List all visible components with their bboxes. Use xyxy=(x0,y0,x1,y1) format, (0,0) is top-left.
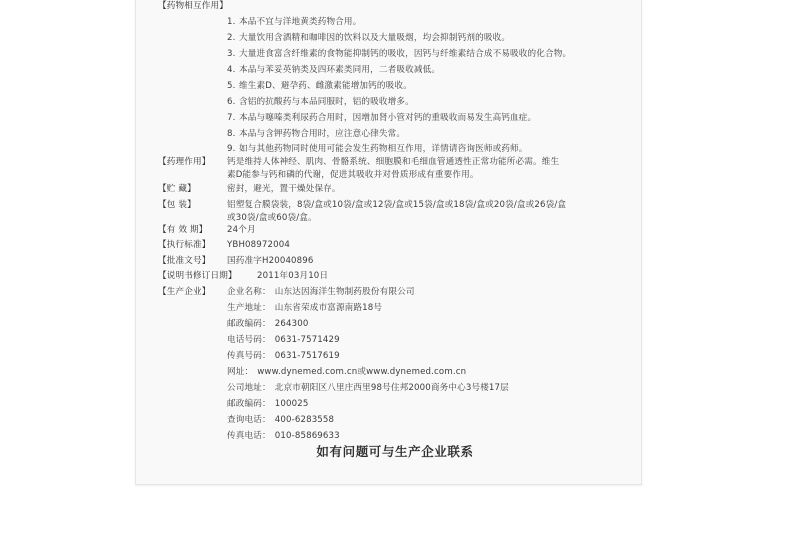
interaction-item: 8. 本品与含钾药物合用时，应注意心律失常。 xyxy=(227,129,406,139)
package-header: 【包 装】 xyxy=(158,200,196,210)
manufacturer-row: 公司地址： 北京市朝阳区八里庄西里98号住邦2000商务中心3号楼17层 xyxy=(227,383,509,393)
interactions-header: 【药物相互作用】 xyxy=(158,1,228,11)
manufacturer-row: 生产地址： 山东省荣成市富源南路18号 xyxy=(227,303,383,313)
revision-header: 【说明书修订日期】 xyxy=(158,271,237,281)
pharmacology-header: 【药理作用】 xyxy=(158,157,211,167)
manufacturer-row: 邮政编码： 264300 xyxy=(227,319,309,329)
approval-header: 【批准文号】 xyxy=(158,256,211,266)
interaction-item: 9. 如与其他药物同时使用可能会发生药物相互作用，详情请咨询医师或药师。 xyxy=(227,144,528,154)
standard-value: YBH08972004 xyxy=(227,240,290,250)
manufacturer-row: 网址： www.dynemed.com.cn或www.dynemed.com.cn xyxy=(227,367,467,377)
manufacturer-row: 查询电话： 400-6283558 xyxy=(227,415,335,425)
approval-value: 国药准字H20040896 xyxy=(227,256,314,266)
manufacturer-row: 企业名称： 山东达因海洋生物制药股份有限公司 xyxy=(227,287,415,297)
manufacturer-row: 传真电话： 010-85869633 xyxy=(227,431,340,441)
interaction-item: 5. 维生素D、避孕药、雌激素能增加钙的吸收。 xyxy=(227,81,412,91)
validity-header: 【有 效 期】 xyxy=(158,225,208,235)
contact-footer: 如有问题可与生产企业联系 xyxy=(316,444,474,459)
package-text-line1: 铝塑复合膜袋装，8袋/盒或10袋/盒或12袋/盒或15袋/盒或18袋/盒或20袋/盒或26袋/盒 xyxy=(227,200,567,210)
storage-header: 【贮 藏】 xyxy=(158,184,196,194)
manufacturer-row: 电话号码： 0631-7571429 xyxy=(227,335,340,345)
package-text-line2: 或30袋/盒或60袋/盒。 xyxy=(227,213,317,223)
validity-value: 24个月 xyxy=(227,225,256,235)
interaction-item: 4. 本品与苯妥英钠类及四环素类同用，二者吸收减低。 xyxy=(227,65,441,75)
interaction-item: 6. 含铝的抗酸药与本品同服时，铝的吸收增多。 xyxy=(227,97,414,107)
storage-value: 密封，避光，置干燥处保存。 xyxy=(227,184,341,194)
manufacturer-header: 【生产企业】 xyxy=(158,287,211,297)
interaction-item: 1. 本品不宜与洋地黄类药物合用。 xyxy=(227,17,362,27)
pharmacology-text-line2: 素D能参与钙和磷的代谢，促进其吸收并对骨质形成有重要作用。 xyxy=(227,170,479,180)
manufacturer-row: 邮政编码： 100025 xyxy=(227,399,309,409)
standard-header: 【执行标准】 xyxy=(158,240,211,250)
interaction-item: 2. 大量饮用含酒精和咖啡因的饮料以及大量吸烟，均会抑制钙剂的吸收。 xyxy=(227,33,511,43)
revision-value: 2011年03月10日 xyxy=(257,271,329,281)
pharmacology-text-line1: 钙是维持人体神经、肌肉、骨骼系统、细胞膜和毛细血管通透性正常功能所必需。维生 xyxy=(227,157,560,167)
interaction-item: 7. 本品与噻嗪类利尿药合用时，因增加肾小管对钙的重吸收而易发生高钙血症。 xyxy=(227,113,537,123)
manufacturer-row: 传真号码： 0631-7517619 xyxy=(227,351,340,361)
interaction-item: 3. 大量进食富含纤维素的食物能抑制钙的吸收，因钙与纤维素结合成不易吸收的化合物。 xyxy=(227,49,572,59)
